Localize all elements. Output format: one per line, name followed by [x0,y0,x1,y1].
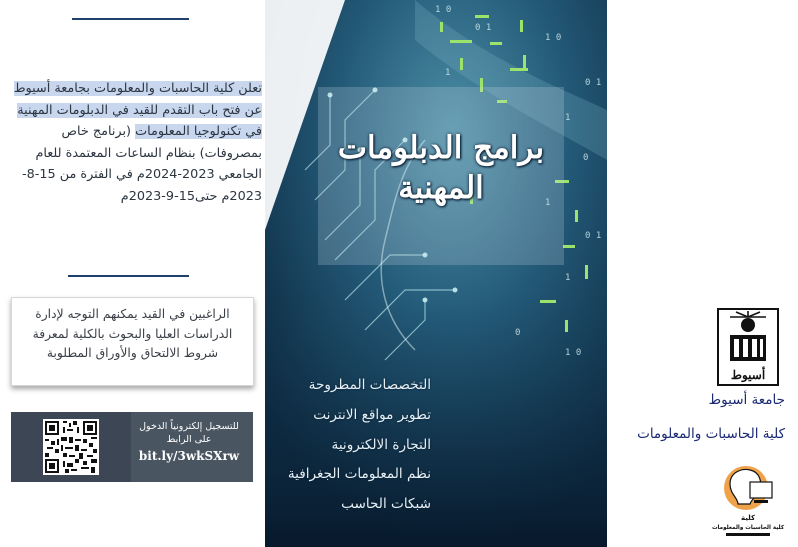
qr-code-icon[interactable] [43,419,99,475]
registration-panel [11,412,253,482]
registration-text [133,420,245,463]
qr-panel [11,412,131,482]
logo1-caption: أسيوط [730,368,766,382]
cover-panel [265,0,607,547]
left-panel [0,0,265,547]
logo2-caption: كلية الحاسبات والمعلومات [711,525,785,531]
binary-digit: 0 1 [585,78,602,88]
specialization-item: شبكات الحاسب [341,496,431,513]
middle-divider [68,275,189,277]
binary-digit: 1 0 [435,5,452,15]
specializations-list [265,371,431,520]
specialization-item: التجارة الالكترونية [331,436,431,453]
binary-digit: 0 [583,153,589,163]
binary-digit: 0 1 [585,231,602,241]
program-title-line2: المهنية [398,170,484,206]
specialization-item: تطوير مواقع الانترنت [313,406,431,423]
binary-digit: 1 [545,198,551,208]
registration-instruction: للتسجيل إلكترونياً الدخول على الرابط [139,421,239,445]
info-box-text: الراغبين في القيد يمكنهم التوجه لإدارة الدراسات العليا والبحوث بالكلية لمعرفة شروط الالتحاق والأوراق المطلوبة [32,307,233,360]
binary-digit: 1 [565,273,571,283]
binary-digit: 1 0 [565,348,582,358]
info-box [11,297,254,386]
svg-text:كلية: كلية [740,514,756,522]
program-title-line1: برامج الدبلومات [337,130,545,166]
announcement-highlighted: تعلن كلية الحاسبات والمعلومات بجامعة أسيوط عن فتح باب التقدم للقيد في الدبلومات المهنية في تكنولوجيا المعلومات [13,81,262,140]
assiut-university-logo [716,307,780,387]
binary-digit: 1 [565,113,571,123]
right-panel [607,0,798,547]
announcement-rest: (برنامج خاص بمصروفات) بنظام الساعات المعتمدة للعام الجامعي 2023-2024م في الفترة من 15-8-2023م حتى15-9-2023م [21,124,262,204]
binary-digit: 0 1 [475,23,492,33]
binary-digit: 0 [515,328,521,338]
specializations-heading: التخصصات المطروحة [308,377,431,393]
faculty-name: كلية الحاسبات والمعلومات [637,426,785,442]
binary-digit: 1 [445,68,451,78]
binary-digit: 1 0 [545,33,562,43]
faculty-computers-logo [711,462,785,542]
specialization-item: نظم المعلومات الجغرافية [287,466,431,483]
university-name: جامعة أسيوط [708,392,785,408]
registration-link[interactable]: bit.ly/3wkSXrw [138,449,240,463]
program-title [305,128,577,208]
announcement-text [12,78,262,208]
top-divider [72,18,189,20]
